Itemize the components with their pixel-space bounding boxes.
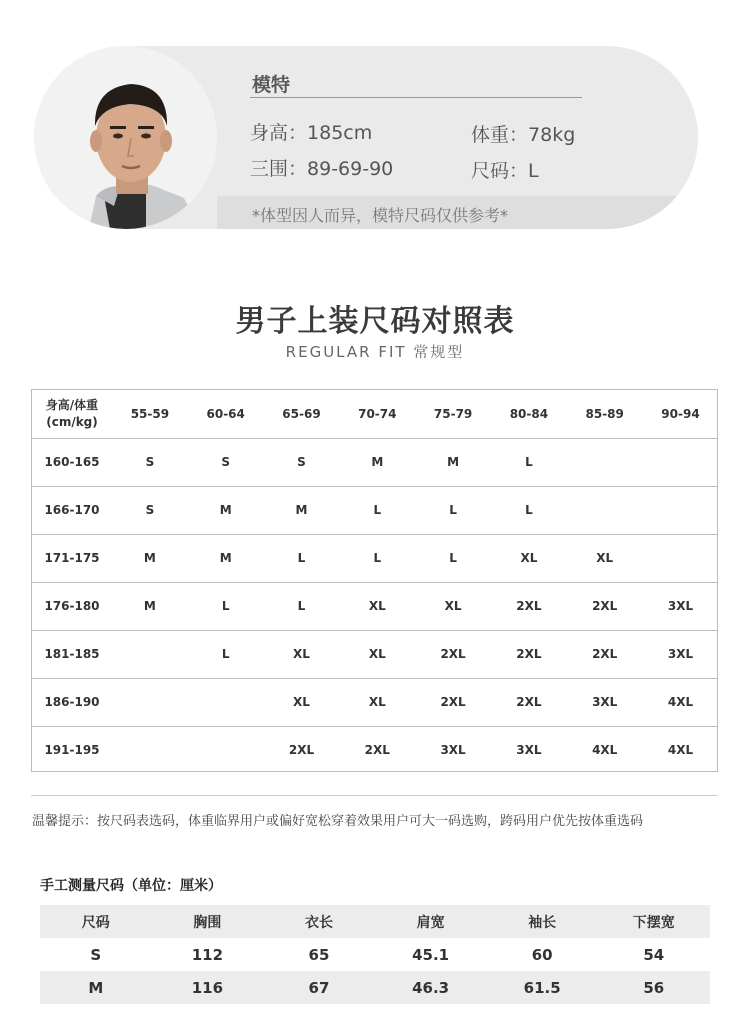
size-cell: M — [371, 455, 384, 469]
header-corner-line2: (cm/kg) — [46, 415, 98, 429]
model-size-value: L — [528, 160, 539, 182]
size-cell: 2XL — [288, 743, 315, 757]
measurement-title: 手工测量尺码（单位：厘米） — [40, 878, 222, 894]
size-cell: XL — [368, 695, 386, 709]
weight-header: 90-94 — [661, 407, 700, 421]
size-cell: 4XL — [592, 743, 618, 757]
model-portrait-image — [34, 46, 217, 229]
measurement-row — [40, 971, 710, 1004]
model-size — [471, 156, 539, 183]
weight-header: 85-89 — [585, 407, 624, 421]
size-cell: 2XL — [516, 695, 542, 709]
size-tip: 温馨提示：按尺码表选码，体重临界用户或偏好宽松穿着效果用户可大一码选购，跨码用户优先按体重选码 — [32, 814, 644, 829]
size-cell — [643, 535, 719, 582]
measurement-header: 袖长 — [528, 914, 557, 931]
model-measurements — [250, 154, 393, 181]
size-cell: 3XL — [667, 599, 694, 613]
size-cell: 3XL — [667, 647, 694, 661]
size-cell: M — [219, 503, 232, 517]
model-measurements-label: 三围： — [250, 158, 308, 180]
size-chart-table — [31, 389, 718, 772]
size-cell — [643, 487, 719, 534]
size-cell: L — [525, 455, 533, 469]
measurement-header: 衣长 — [304, 914, 333, 931]
size-cell — [188, 727, 264, 774]
size-cell: 2XL — [440, 647, 466, 661]
size-cell: L — [221, 599, 230, 613]
size-cell: M — [219, 551, 232, 565]
size-chart-row — [32, 678, 717, 726]
model-note: *体型因人而异，模特尺码仅供参考* — [252, 206, 509, 225]
measurement-cell: 112 — [191, 945, 224, 964]
size-cell: M — [143, 599, 156, 613]
size-cell: 4XL — [667, 695, 694, 709]
size-cell: L — [297, 599, 306, 613]
size-cell — [112, 679, 188, 726]
size-cell: L — [449, 503, 457, 517]
height-range-cell: 160-165 — [44, 455, 100, 469]
size-cell: 3XL — [516, 743, 542, 757]
size-cell — [567, 439, 643, 486]
model-measurements-value: 89-69-90 — [307, 158, 394, 180]
size-cell: 2XL — [592, 647, 618, 661]
size-chart-header — [32, 390, 717, 438]
size-cell — [643, 439, 719, 486]
model-height — [250, 118, 372, 145]
size-cell: M — [143, 551, 156, 565]
model-photo — [34, 46, 217, 229]
measurement-cell: S — [90, 945, 102, 964]
size-cell: 2XL — [440, 695, 466, 709]
size-cell: L — [525, 503, 533, 517]
measurement-cell: 67 — [308, 978, 330, 997]
size-chart-row — [32, 486, 717, 534]
weight-header: 70-74 — [358, 407, 397, 421]
model-title-divider — [250, 97, 582, 98]
measurement-cell: 60 — [531, 945, 553, 964]
chart-title: 男子上装尺码对照表 — [235, 304, 515, 339]
size-cell: M — [295, 503, 308, 517]
size-cell: XL — [368, 599, 386, 613]
size-cell: XL — [293, 647, 310, 661]
size-chart-row — [32, 726, 717, 774]
height-range-cell: 181-185 — [44, 647, 100, 661]
header-corner-line1: 身高/体重 — [45, 398, 99, 412]
measurement-row — [40, 938, 710, 971]
chart-subtitle: REGULAR FIT 常规型 — [285, 343, 465, 361]
size-chart-row — [32, 630, 717, 678]
measurement-cell: 46.3 — [412, 978, 450, 997]
size-chart-row — [32, 534, 717, 582]
size-cell: 3XL — [592, 695, 618, 709]
size-cell: S — [297, 455, 306, 469]
size-cell: 2XL — [516, 599, 542, 613]
size-cell: 2XL — [592, 599, 618, 613]
model-weight-label: 体重： — [471, 124, 529, 146]
height-range-cell: 171-175 — [44, 551, 100, 565]
model-title: 模特 — [252, 74, 291, 96]
size-cell: XL — [293, 695, 310, 709]
measurement-header: 胸围 — [193, 914, 222, 931]
size-cell: S — [145, 455, 155, 469]
measurement-header-row — [40, 905, 710, 938]
size-cell: L — [221, 647, 230, 661]
section-divider — [31, 795, 718, 796]
size-cell: XL — [520, 551, 538, 565]
size-cell: 2XL — [516, 647, 542, 661]
size-cell: S — [221, 455, 231, 469]
size-cell: XL — [596, 551, 614, 565]
measurement-cell: 54 — [643, 945, 665, 964]
measurement-cell: 65 — [308, 945, 330, 964]
model-height-label: 身高： — [250, 122, 308, 144]
weight-header: 55-59 — [130, 407, 170, 421]
size-cell — [188, 679, 264, 726]
size-cell: L — [449, 551, 457, 565]
measurement-cell: M — [88, 978, 104, 997]
size-cell: XL — [444, 599, 462, 613]
size-cell: 3XL — [440, 743, 466, 757]
measurement-header: 尺码 — [81, 914, 110, 931]
model-weight-value: 78kg — [528, 124, 576, 146]
weight-header: 80-84 — [509, 407, 549, 421]
measurement-header: 肩宽 — [416, 914, 445, 931]
measurement-cell: 61.5 — [523, 978, 561, 997]
size-cell: 2XL — [364, 743, 390, 757]
measurement-cell: 116 — [191, 978, 224, 997]
height-range-cell: 176-180 — [44, 599, 100, 613]
measurement-cell: 45.1 — [412, 945, 450, 964]
size-cell: L — [373, 551, 382, 565]
height-range-cell: 166-170 — [44, 503, 100, 517]
height-range-cell: 186-190 — [44, 695, 100, 709]
size-cell — [112, 631, 188, 678]
weight-header: 60-64 — [206, 407, 245, 421]
measurement-cell: 56 — [643, 978, 665, 997]
size-cell: 4XL — [667, 743, 694, 757]
model-height-value: 185cm — [307, 122, 373, 144]
header-corner — [32, 390, 112, 438]
weight-header: 75-79 — [433, 407, 473, 421]
size-cell: S — [145, 503, 155, 517]
model-size-label: 尺码： — [471, 160, 529, 182]
size-cell — [567, 487, 643, 534]
size-cell: L — [373, 503, 382, 517]
size-cell: L — [297, 551, 306, 565]
size-cell: XL — [368, 647, 386, 661]
height-range-cell: 191-195 — [44, 743, 100, 757]
size-cell: M — [447, 455, 460, 469]
size-chart-row — [32, 438, 717, 486]
model-info-card — [34, 46, 698, 229]
measurement-header: 下摆宽 — [632, 914, 675, 931]
weight-header: 65-69 — [282, 407, 321, 421]
size-chart-row — [32, 582, 717, 630]
size-cell — [112, 727, 188, 774]
model-weight — [471, 120, 575, 147]
